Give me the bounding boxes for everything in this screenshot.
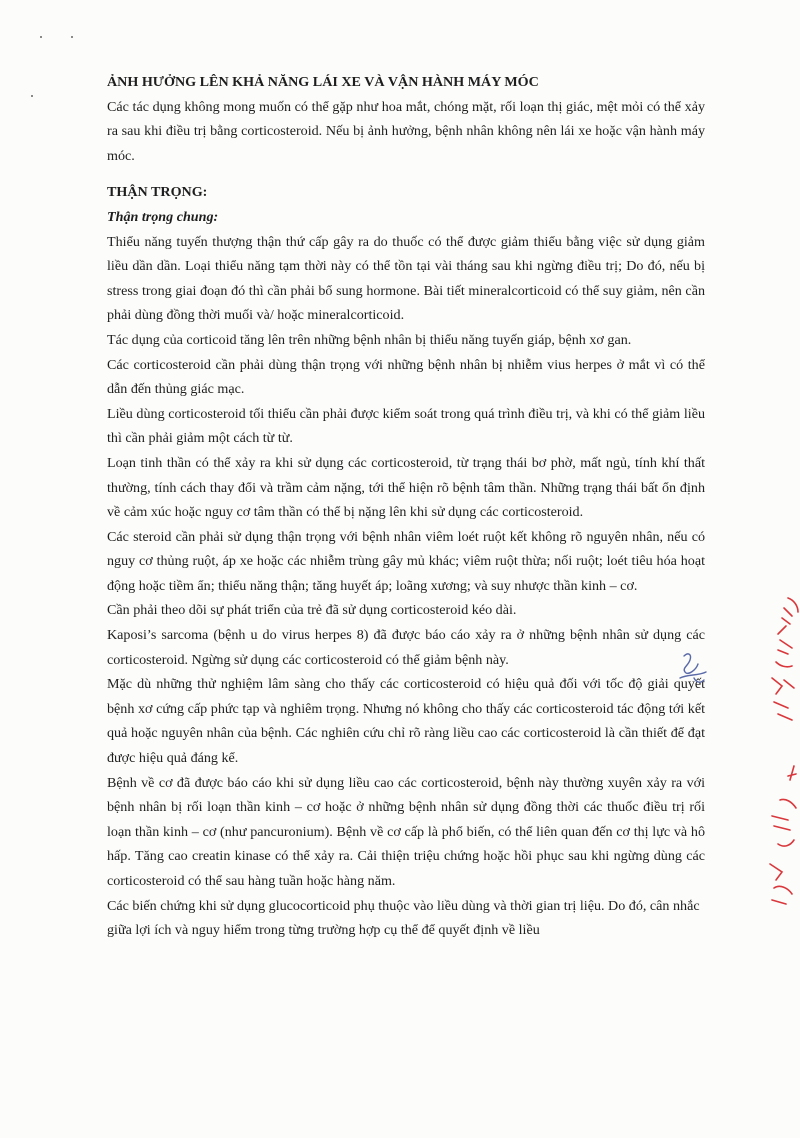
scan-speck [40,36,42,38]
document-page [107,70,705,943]
scan-speck [71,36,73,38]
paragraph: Các biến chứng khi sử dụng glucocorticoid phụ thuộc vào liều dùng và thời gian trị liệu. Do đó, cân nhắc giữa lợi ích và nguy hiểm trong từng trường hợp cụ thể để quyết định về liều [107,897,700,939]
paragraph: Cần phải theo dõi sự phát triển của trẻ đã sử dụng corticosteroid kéo dài. [107,602,517,619]
scan-speck [31,95,33,97]
paragraph: Mặc dù những thử nghiệm lâm sàng cho thấy các corticosteroid có hiệu quả đối với tốc độ giải quyết bệnh xơ cứng cấp phức tạp và nghiêm trọng. Nhưng nó không cho thấy các corticosteroid tác động tới kết quả hoặc nguyên nhân của bệnh. Các nghiên cứu chỉ rõ ràng liều cao các corticosteroid là cần thiết để đạt được hiệu quả đáng kể. [107,676,705,767]
paragraph: Kaposi’s sarcoma (bệnh u do virus herpes 8) đã được báo cáo xảy ra ở những bệnh nhân sử dụng các corticosteroid. Ngừng sử dụng các corticosteroid có thể giảm bệnh này. [107,627,705,668]
red-seal-stamp-icon [758,590,800,730]
section-heading-driving: ẢNH HƯỞNG LÊN KHẢ NĂNG LÁI XE VÀ VẬN HÀNH MÁY MÓC [107,74,539,90]
paragraph: Liều dùng corticosteroid tối thiểu cần phải được kiểm soát trong quá trình điều trị, và khi có thể giảm liều thì cần phải giảm một cách từ từ. [107,405,705,447]
section-driving [107,70,705,168]
paragraph: Các steroid cần phải sử dụng thận trọng với bệnh nhân viêm loét ruột kết không rõ nguyên nhân, nếu có nguy cơ thủng ruột, áp xe hoặc các nhiễm trùng gây mủ khác; viêm ruột thừa; nối ruột; loét tiêu hóa hoạt động hoặc tiềm ẩn; thiểu năng thận; tăng huyết áp; loãng xương; và suy nhược thần kinh – cơ. [107,528,705,594]
paragraph: Thiểu năng tuyến thượng thận thứ cấp gây ra do thuốc có thể được giảm thiểu bằng việc sử dụng giảm liều dần dần. Loại thiểu năng tạm thời này có thể tồn tại vài tháng sau khi ngừng điều trị; Do đó, nếu bị stress trong giai đoạn đó thì cần phải bổ sung hormone. Bài tiết mineralcorticoid có thể suy giảm, nên cần phải dùng đồng thời muối và/ hoặc mineralcorticoid. [107,233,705,324]
section-precautions [107,180,705,942]
subheading-general-precautions: Thận trọng chung: [107,208,219,225]
paragraph: Tác dụng của corticoid tăng lên trên những bệnh nhân bị thiểu năng tuyến giáp, bệnh xơ gan. [107,331,632,348]
handwritten-initial-icon [676,648,710,688]
paragraph: Loạn tinh thần có thể xảy ra khi sử dụng các corticosteroid, từ trạng thái bơ phờ, mất ngủ, tính khí thất thường, tính cách thay đổi và trầm cảm nặng, tới thể hiện rõ bệnh tâm thần. Những trạng thái bất ổn định về cảm xúc hoặc nguy cơ tâm thần có thể bị nặng lên khi sử dụng các corticosteroid. [107,454,705,521]
paragraph-driving: Các tác dụng không mong muốn có thể gặp như hoa mắt, chóng mặt, rối loạn thị giác, mệt mỏi có thể xảy ra sau khi điều trị bằng corticosteroid. Nếu bị ảnh hưởng, bệnh nhân không nên lái xe hoặc vận hành máy móc. [107,98,705,164]
red-seal-stamp-icon [760,760,800,910]
paragraph: Các corticosteroid cần phải dùng thận trọng với những bệnh nhân bị nhiễm vius herpes ở mắt vì có thể dẫn đến thủng giác mạc. [107,356,705,398]
section-heading-precautions: THẬN TRỌNG: [107,184,208,201]
paragraph: Bệnh về cơ đã được báo cáo khi sử dụng liều cao các corticosteroid, bệnh này thường xuyên xảy ra với bệnh nhân bị rối loạn thần kinh – cơ hoặc ở những bệnh nhân sử dụng đồng thời các thuốc điều trị rối loạn thần kinh – cơ (như pancuronium). Bệnh về cơ cấp là phổ biến, có thể liên quan đến cơ thị lực và hô hấp. Tăng cao creatin kinase có thể xảy ra. Cải thiện triệu chứng hoặc hồi phục sau khi ngừng dùng các corticosteroid có thể sau hàng tuần hoặc hàng năm. [107,774,705,889]
